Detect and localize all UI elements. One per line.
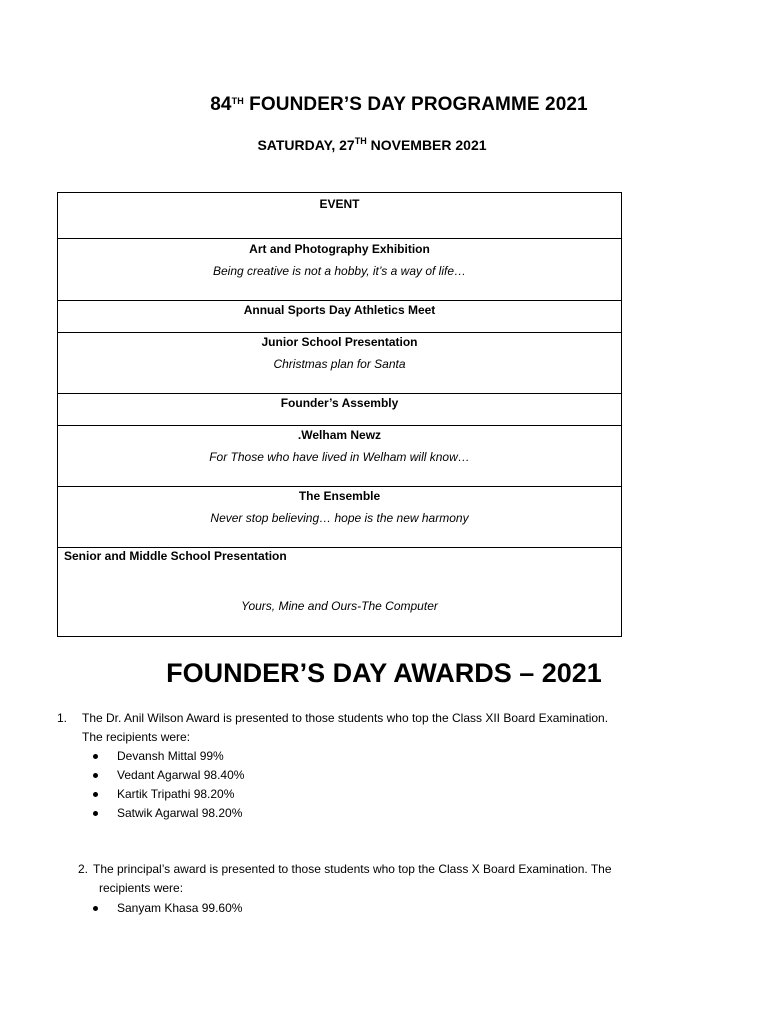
event-row: [58, 333, 622, 394]
recipient-name: Kartik Tripathi 98.20%: [117, 787, 235, 801]
event-name: .Welham Newz: [297, 428, 382, 442]
title-ordinal-suffix: TH: [231, 96, 244, 106]
list-item: [93, 804, 244, 823]
awards-title: FOUNDER’S DAY AWARDS – 2021: [166, 658, 602, 688]
award-description: [82, 709, 742, 747]
award-number: 1.: [57, 711, 68, 725]
bullet-icon: [93, 906, 98, 911]
event-row: [58, 394, 622, 426]
event-name: The Ensemble: [298, 489, 381, 503]
bullet-icon: [93, 754, 98, 759]
event-subtitle: Christmas plan for Santa: [273, 357, 406, 371]
event-name: Art and Photography Exhibition: [249, 242, 430, 256]
award-description-line: The Dr. Anil Wilson Award is presented to those students who top the Class XII Board Examination.: [82, 711, 609, 725]
list-item: [93, 747, 244, 766]
event-row: [58, 426, 622, 487]
event-subtitle: For Those who have lived in Welham will know…: [209, 450, 470, 464]
event-name: Junior School Presentation: [261, 335, 418, 349]
programme-title: [0, 94, 768, 116]
event-name: Senior and Middle School Presentation: [64, 549, 287, 563]
event-table: [57, 192, 622, 637]
list-item: [93, 899, 242, 918]
event-name: Annual Sports Day Athletics Meet: [243, 303, 436, 317]
award-description-line: The principal’s award is presented to those students who top the Class X Board Examination. The: [93, 862, 612, 876]
award-number: 2.: [78, 862, 89, 876]
title-text: FOUNDER’S DAY PROGRAMME 2021: [243, 94, 588, 115]
recipient-name: Satwik Agarwal 98.20%: [117, 806, 243, 820]
date-text: NOVEMBER 2021: [366, 137, 487, 153]
event-subtitle: Yours, Mine and Ours-The Computer: [241, 599, 438, 613]
event-subtitle: Being creative is not a hobby, it’s a way of life…: [212, 264, 467, 278]
programme-date: [0, 137, 744, 153]
award-description-line: The recipients were:: [82, 730, 191, 744]
bullet-icon: [93, 792, 98, 797]
event-row: [58, 487, 622, 548]
bullet-icon: [93, 773, 98, 778]
award-description: [93, 860, 753, 898]
event-subtitle: Never stop believing… hope is the new harmony: [210, 511, 469, 525]
recipient-name: Sanyam Khasa 99.60%: [117, 901, 243, 915]
event-row: [58, 548, 622, 637]
list-item: [93, 785, 244, 804]
award-description-line: recipients were:: [99, 881, 184, 895]
event-row: [58, 301, 622, 333]
recipient-name: Vedant Agarwal 98.40%: [117, 768, 245, 782]
event-table-header: EVENT: [58, 193, 622, 239]
title-number: 84: [210, 94, 232, 115]
date-prefix: SATURDAY, 27: [257, 137, 355, 153]
bullet-icon: [93, 811, 98, 816]
date-ordinal-suffix: TH: [354, 136, 367, 146]
event-row: [58, 239, 622, 301]
list-item: [93, 766, 244, 785]
recipient-list: [93, 899, 242, 918]
recipient-list: [93, 747, 244, 823]
recipient-name: Devansh Mittal 99%: [117, 749, 224, 763]
event-name: Founder’s Assembly: [280, 396, 399, 410]
